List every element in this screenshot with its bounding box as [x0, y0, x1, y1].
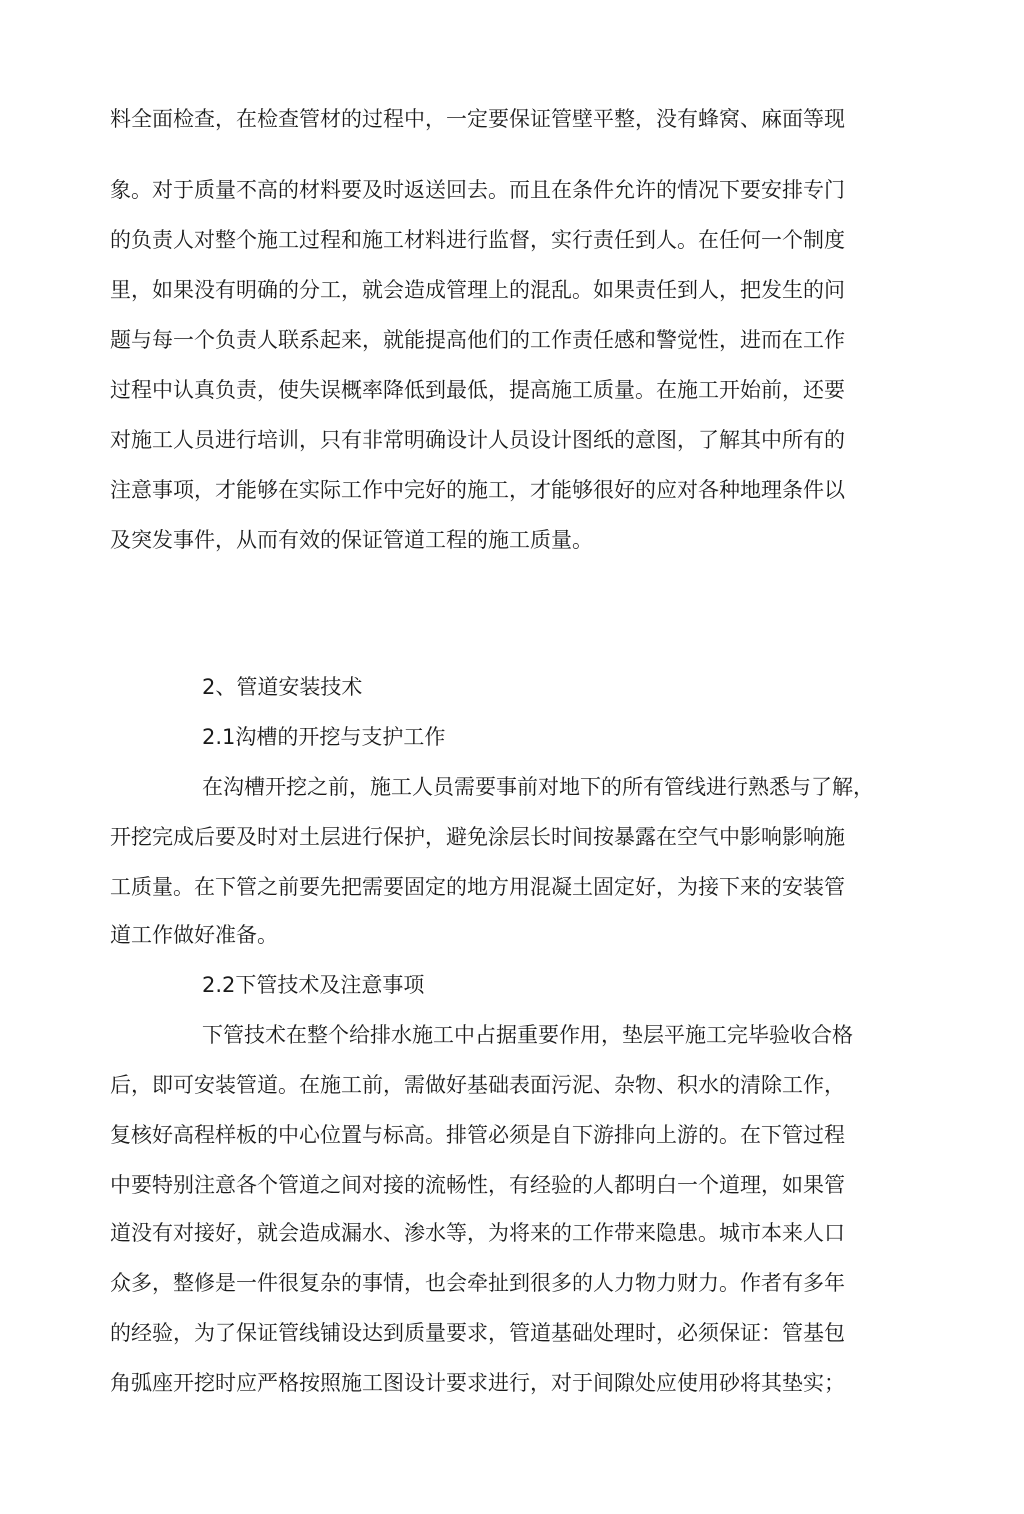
- paragraph-line: 过程中认真负责，使失误概率降低到最低，提高施工质量。在施工开始前，还要: [110, 378, 845, 402]
- paragraph-line: 的经验，为了保证管线铺设达到质量要求，管道基础处理时，必须保证：管基包: [110, 1321, 845, 1345]
- paragraph-line: 道工作做好准备。: [110, 923, 278, 947]
- paragraph-line: 后，即可安装管道。在施工前，需做好基础表面污泥、杂物、积水的清除工作，: [110, 1073, 845, 1097]
- paragraph-line: 众多，整修是一件很复杂的事情，也会牵扯到很多的人力物力财力。作者有多年: [110, 1271, 845, 1295]
- paragraph-line: 题与每一个负责人联系起来，就能提高他们的工作责任感和警觉性，进而在工作: [110, 328, 845, 352]
- paragraph-line: 下管技术在整个给排水施工中占据重要作用，垫层平施工完毕验收合格: [202, 1023, 853, 1047]
- paragraph-line: 角弧座开挖时应严格按照施工图设计要求进行，对于间隙处应使用砂将其垫实；: [110, 1371, 845, 1395]
- paragraph-line: 工质量。在下管之前要先把需要固定的地方用混凝土固定好，为接下来的安装管: [110, 875, 845, 899]
- paragraph-line: 开挖完成后要及时对土层进行保护，避免涂层长时间按暴露在空气中影响影响施: [110, 825, 845, 849]
- section-heading: 2、管道安装技术: [202, 675, 363, 699]
- paragraph-line: 象。对于质量不高的材料要及时返送回去。而且在条件允许的情况下要安排专门: [110, 178, 845, 202]
- subsection-heading: 2.2下管技术及注意事项: [202, 973, 425, 997]
- paragraph-line: 中要特别注意各个管道之间对接的流畅性，有经验的人都明白一个道理，如果管: [110, 1173, 845, 1197]
- subsection-heading: 2.1沟槽的开挖与支护工作: [202, 725, 446, 749]
- paragraph-line: 里，如果没有明确的分工，就会造成管理上的混乱。如果责任到人，把发生的问: [110, 278, 845, 302]
- paragraph-line: 在沟槽开挖之前，施工人员需要事前对地下的所有管线进行熟悉与了解，: [202, 775, 874, 799]
- paragraph-line: 道没有对接好，就会造成漏水、渗水等，为将来的工作带来隐患。城市本来人口: [110, 1221, 845, 1245]
- paragraph-line: 对施工人员进行培训，只有非常明确设计人员设计图纸的意图，了解其中所有的: [110, 428, 845, 452]
- paragraph-line: 及突发事件，从而有效的保证管道工程的施工质量。: [110, 528, 593, 552]
- paragraph-line: 料全面检查，在检查管材的过程中，一定要保证管壁平整，没有蜂窝、麻面等现: [110, 107, 845, 131]
- paragraph-line: 的负责人对整个施工过程和施工材料进行监督，实行责任到人。在任何一个制度: [110, 228, 845, 252]
- paragraph-line: 复核好高程样板的中心位置与标高。排管必须是自下游排向上游的。在下管过程: [110, 1123, 845, 1147]
- paragraph-line: 注意事项，才能够在实际工作中完好的施工，才能够很好的应对各种地理条件以: [110, 478, 845, 502]
